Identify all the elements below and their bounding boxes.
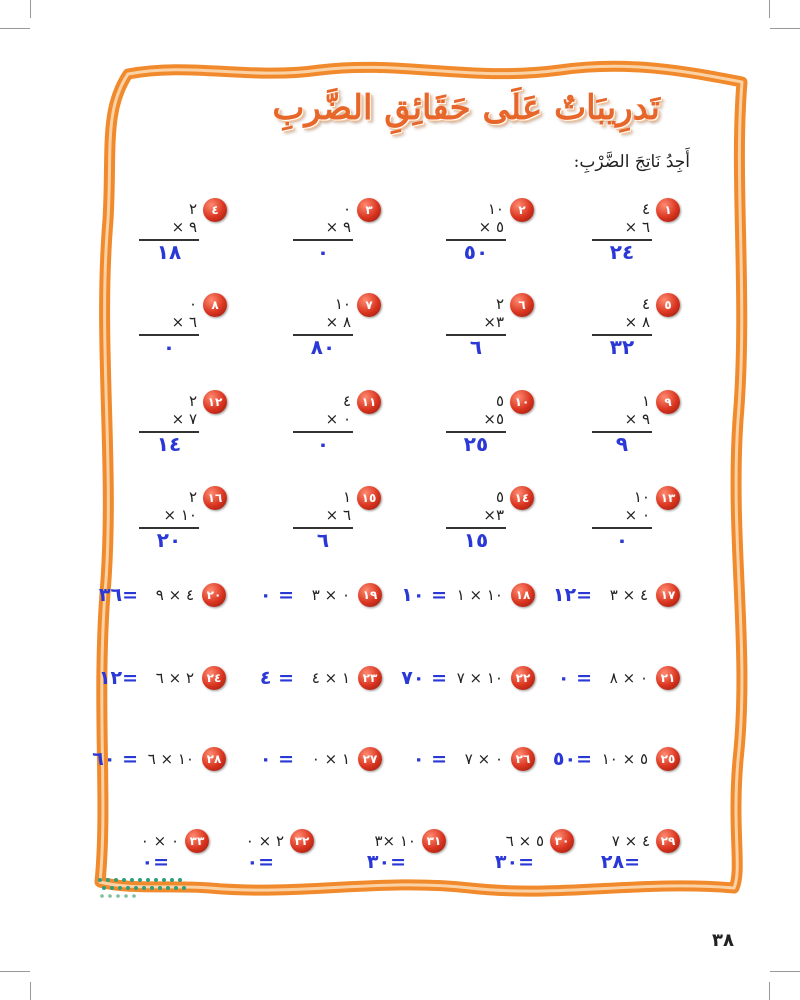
problem-number-badge: ٢٢ — [511, 666, 535, 690]
problem-number-badge: ٢٥ — [656, 747, 680, 771]
expression: ٤ × ٣ — [609, 586, 648, 604]
problem-number-badge: ٢٤ — [202, 666, 226, 690]
problem-number-badge: ٥ — [656, 293, 680, 317]
problem-number-badge: ٣١ — [422, 829, 446, 853]
answer-value: ٦ — [316, 528, 330, 552]
answer-value: ٥٠ — [463, 240, 489, 264]
multiplicand: ٤ — [641, 200, 650, 218]
problem-number-badge: ٢٠ — [202, 583, 226, 607]
answer-value: ١٥ — [463, 528, 489, 552]
problem-number-badge: ٣٠ — [550, 829, 574, 853]
problem-number-badge: ١٠ — [510, 390, 534, 414]
expression: ١٠ × ٧ — [456, 669, 503, 687]
answer-value: =١٢ — [552, 584, 592, 606]
problem-number-badge: ٧ — [357, 293, 381, 317]
problem-number-badge: ١٤ — [510, 486, 534, 510]
problem-number-badge: ١٨ — [511, 583, 535, 607]
answer-value: ٢٥ — [463, 432, 489, 456]
multiplier: ٦ × — [624, 218, 650, 236]
expression: ١ × ٤ — [311, 669, 350, 687]
problem-number-badge: ١ — [656, 198, 680, 222]
expression: ١٠ × ١ — [456, 586, 503, 604]
multiplicand: ٠ — [188, 295, 197, 313]
multiplicand: ١٠ — [487, 200, 504, 218]
problem-number-badge: ١٩ — [358, 583, 382, 607]
multiplicand: ١ — [342, 488, 351, 506]
answer-value: ٩ — [615, 432, 629, 456]
crop-mark — [30, 0, 31, 18]
answer-value: = ٠ — [557, 667, 592, 689]
answer-value: =٣٠ — [494, 851, 534, 873]
problem-number-badge: ٢٨ — [202, 747, 226, 771]
answer-value: = ١٠ — [401, 584, 447, 606]
problem-number-badge: ١١ — [357, 390, 381, 414]
multiplier: ٧ × — [171, 410, 197, 428]
expression: ٥ × ١٠ — [601, 750, 648, 768]
ministry-logo-icon — [92, 872, 192, 902]
problem-number-badge: ٢٧ — [358, 747, 382, 771]
answer-value: ٣٢ — [609, 335, 635, 359]
crop-mark — [770, 971, 800, 972]
answer-value: = ٠ — [259, 584, 294, 606]
multiplier: ٣× — [483, 506, 504, 524]
problem-number-badge: ١٦ — [203, 486, 227, 510]
expression: ٠ × ٣ — [311, 586, 350, 604]
page-number: ٣٨ — [712, 930, 734, 951]
instruction-text: أَجِدُ نَاتِجَ الضَّرْبِ: — [573, 152, 690, 172]
expression: ٥ × ٦ — [505, 832, 544, 850]
multiplicand: ١٠ — [334, 295, 351, 313]
multiplier: ٣× — [483, 313, 504, 331]
multiplier: ٨ × — [325, 313, 351, 331]
problem-number-badge: ٦ — [510, 293, 534, 317]
multiplier: ١٠ × — [163, 506, 197, 524]
multiplier: ٠ × — [325, 410, 351, 428]
page-title: تَدرِيبَاتٌ عَلَى حَقَائِقِ الضَّربِ — [272, 88, 660, 128]
answer-value: =٣٦ — [98, 584, 138, 606]
crop-mark — [769, 982, 770, 1000]
problem-number-badge: ٣٣ — [185, 829, 209, 853]
answer-value: = ٠ — [412, 748, 447, 770]
answer-value: ٠ — [162, 335, 176, 359]
multiplier: ٩ × — [171, 218, 197, 236]
answer-value: =٣٠ — [366, 851, 406, 873]
answer-value: = ٠ — [259, 748, 294, 770]
problem-number-badge: ٤ — [203, 198, 227, 222]
multiplicand: ٢ — [188, 200, 197, 218]
problem-number-badge: ٢٦ — [511, 747, 535, 771]
multiplicand: ٥ — [495, 392, 504, 410]
expression: ٢ × ٠ — [245, 832, 284, 850]
answer-value: =٠ — [141, 851, 169, 873]
multiplicand: ٠ — [342, 200, 351, 218]
problem-number-badge: ١٥ — [357, 486, 381, 510]
expression: ٠ × ٧ — [464, 750, 503, 768]
multiplicand: ٤ — [342, 392, 351, 410]
problem-number-badge: ١٢ — [203, 390, 227, 414]
expression: ١٠ ×٣ — [374, 832, 416, 850]
answer-value: ٨٠ — [310, 335, 336, 359]
multiplier: ٨ × — [624, 313, 650, 331]
answer-value: =٠ — [246, 851, 274, 873]
answer-value: =٢٨ — [600, 851, 640, 873]
multiplier: ٠ × — [624, 506, 650, 524]
multiplier: ٥ × — [478, 218, 504, 236]
crop-mark — [30, 982, 31, 1000]
expression: ١ × ٠ — [311, 750, 350, 768]
answer-value: ٢٤ — [609, 240, 635, 264]
problem-number-badge: ٨ — [203, 293, 227, 317]
answer-value: ٠ — [316, 240, 330, 264]
multiplier: ٦ × — [171, 313, 197, 331]
expression: ٢ × ٦ — [155, 669, 194, 687]
answer-value: =١٢ — [98, 667, 138, 689]
answer-value: ٢٠ — [156, 528, 182, 552]
crop-mark — [0, 28, 30, 29]
multiplier: ٦ × — [325, 506, 351, 524]
answer-value: =٥٠ — [552, 748, 592, 770]
expression: ٤ × ٩ — [155, 586, 194, 604]
crop-mark — [770, 28, 800, 29]
problem-number-badge: ٣٢ — [290, 829, 314, 853]
answer-value: ٠ — [615, 528, 629, 552]
crop-mark — [0, 971, 30, 972]
problem-number-badge: ٢٩ — [656, 829, 680, 853]
expression: ١٠ × ٦ — [147, 750, 194, 768]
crop-mark — [769, 0, 770, 18]
multiplicand: ١ — [641, 392, 650, 410]
multiplicand: ٢ — [188, 392, 197, 410]
problem-number-badge: ١٣ — [656, 486, 680, 510]
expression: ٠ × ٨ — [609, 669, 648, 687]
answer-value: ٠ — [316, 432, 330, 456]
multiplicand: ٢ — [495, 295, 504, 313]
answer-value: ١٤ — [156, 432, 182, 456]
problem-number-badge: ٩ — [656, 390, 680, 414]
answer-value: = ٧٠ — [401, 667, 447, 689]
answer-value: ٦ — [469, 335, 483, 359]
answer-value: = ٦٠ — [92, 748, 138, 770]
multiplier: ٥× — [483, 410, 504, 428]
problem-number-badge: ٢٣ — [358, 666, 382, 690]
multiplier: ٩ × — [325, 218, 351, 236]
problem-number-badge: ١٧ — [656, 583, 680, 607]
expression: ٠ × ٠ — [140, 832, 179, 850]
problem-number-badge: ٢ — [510, 198, 534, 222]
multiplicand: ٥ — [495, 488, 504, 506]
answer-value: = ٤ — [259, 667, 294, 689]
answer-value: ١٨ — [156, 240, 182, 264]
problem-number-badge: ٣ — [357, 198, 381, 222]
multiplicand: ١٠ — [633, 488, 650, 506]
multiplier: ٩ × — [624, 410, 650, 428]
expression: ٤ × ٧ — [611, 832, 650, 850]
multiplicand: ٤ — [641, 295, 650, 313]
problem-number-badge: ٢١ — [656, 666, 680, 690]
multiplicand: ٢ — [188, 488, 197, 506]
